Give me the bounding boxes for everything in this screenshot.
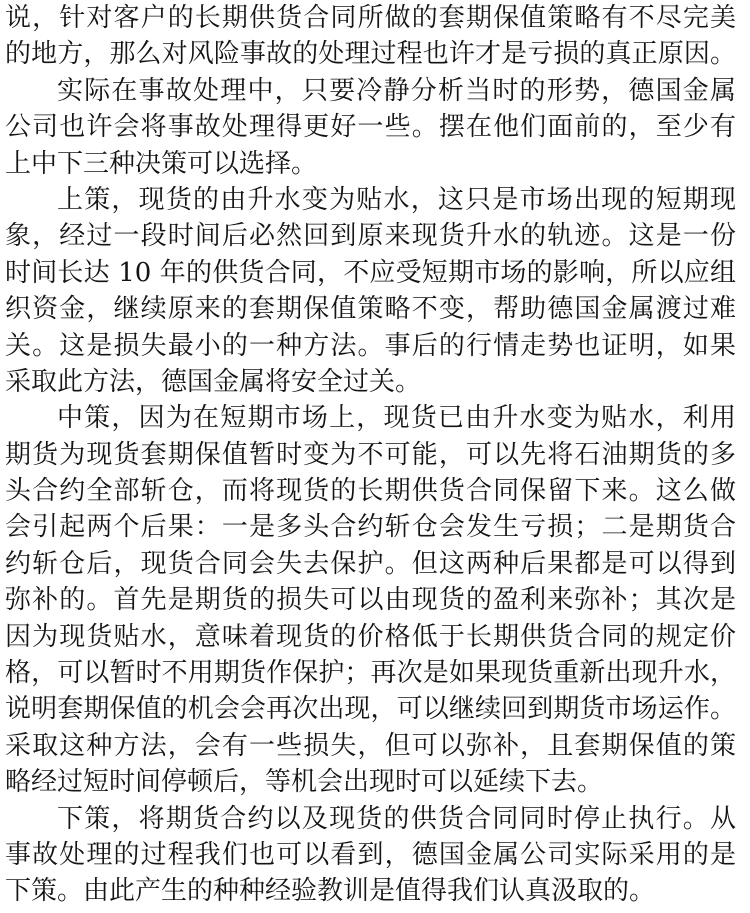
text-line: 略经过短时间停顿后，等机会出现时可以延续下去。 xyxy=(5,767,604,798)
text-line: 上中下三种决策可以选择。 xyxy=(5,148,318,179)
text-line: 下策。由此产生的种种经验教训是值得我们认真汲取的。 xyxy=(5,876,656,907)
text-line: 关。这是损失最小的一种方法。事后的行情走势也证明，如果 xyxy=(5,330,736,361)
text-line: 时间长达 10 年的供货合同，不应受短期市场的影响，所以应组 xyxy=(5,257,736,288)
text-line: 公司也许会将事故处理得更好一些。摆在他们面前的，至少有 xyxy=(5,112,736,143)
text-line: 上策，现货的由升水变为贴水，这只是市场出现的短期现 xyxy=(57,184,736,215)
text-line: 弥补的。首先是期货的损失可以由现货的盈利来弥补；其次是 xyxy=(5,585,736,616)
paragraph-continuation xyxy=(5,0,736,73)
text-line: 头合约全部斩仓，而将现货的长期供货合同保留下来。这么做 xyxy=(5,476,736,507)
text-line: 中策，因为在短期市场上，现货已由升水变为贴水，利用 xyxy=(57,403,736,434)
text-line: 采取此方法，德国金属将安全过关。 xyxy=(5,366,422,397)
text-line: 说明套期保值的机会会再次出现，可以继续回到期货市场运作。 xyxy=(5,694,736,725)
text-line: 会引起两个后果：一是多头合约斩仓会发生亏损；二是期货合 xyxy=(5,512,736,543)
text-line: 采取这种方法，会有一些损失，但可以弥补，且套期保值的策 xyxy=(5,730,736,761)
text-line: 象，经过一段时间后必然回到原来现货升水的轨迹。这是一份 xyxy=(5,221,736,252)
paragraph-middle-strategy xyxy=(5,400,736,800)
text-line: 的地方，那么对风险事故的处理过程也许才是亏损的真正原因。 xyxy=(5,39,736,70)
text-line: 说，针对客户的长期供货合同所做的套期保值策略有不尽完美 xyxy=(5,3,736,33)
paragraph-intro-decisions xyxy=(5,73,736,182)
paragraph-upper-strategy xyxy=(5,182,736,400)
text-line: 实际在事故处理中，只要冷静分析当时的形势，德国金属 xyxy=(57,75,736,106)
paragraph-lower-strategy xyxy=(5,801,736,910)
text-line: 下策，将期货合约以及现货的供货合同同时停止执行。从 xyxy=(57,803,736,834)
text-line: 期货为现货套期保值暂时变为不可能，可以先将石油期货的多 xyxy=(5,439,736,470)
book-page-text xyxy=(5,0,736,910)
text-line: 因为现货贴水，意味着现货的价格低于长期供货合同的规定价 xyxy=(5,621,736,652)
text-line: 织资金，继续原来的套期保值策略不变，帮助德国金属渡过难 xyxy=(5,294,736,325)
text-line: 事故处理的过程我们也可以看到，德国金属公司实际采用的是 xyxy=(5,839,736,870)
text-line: 约斩仓后，现货合同会失去保护。但这两种后果都是可以得到 xyxy=(5,548,736,579)
text-line: 格，可以暂时不用期货作保护；再次是如果现货重新出现升水， xyxy=(5,658,736,689)
